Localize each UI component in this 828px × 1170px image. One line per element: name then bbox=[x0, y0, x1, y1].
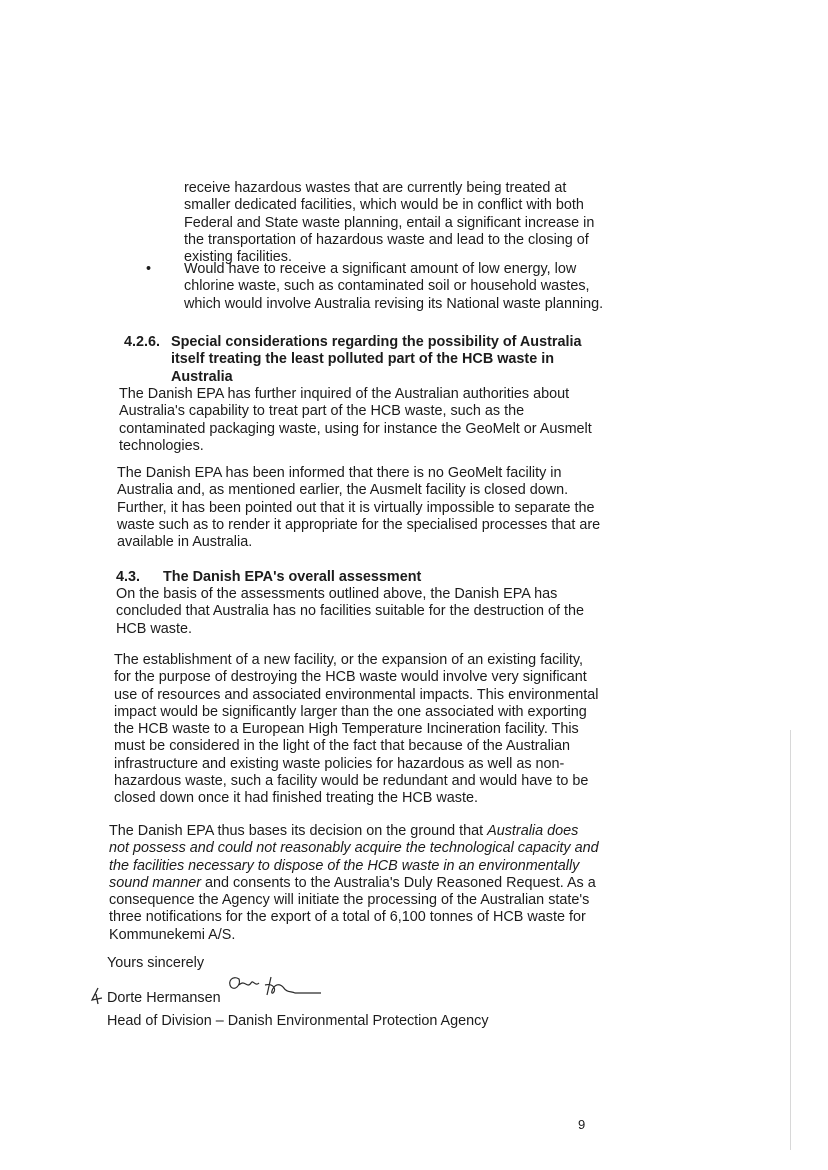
decision-emphasis: Australia does not possess and could not reasonably acquire the technological capacity and the facilities necessary to dispose of the HCB waste in an environmentally sound manner bbox=[109, 823, 599, 891]
paragraph: The Danish EPA has been informed that there is no GeoMelt facility in Australia and, as mentioned earlier, the Ausmelt facility is closed down. Further, it has been pointed out that it is virtually impossible to separate the waste such as to render it appropriate for the specialised processes that are available in Australia. bbox=[117, 465, 601, 551]
section-number: 4.2.6. bbox=[124, 334, 161, 350]
handwritten-signature bbox=[225, 965, 325, 1005]
bullet-text: Would have to receive a significant amount of low energy, low chlorine waste, such as contaminated soil or household wastes, which would involve Australia revising its National waste planning. bbox=[184, 261, 604, 312]
page-number: 9 bbox=[578, 1117, 586, 1132]
signatory-title: Head of Division – Danish Environmental Protection Agency bbox=[107, 1013, 489, 1029]
signatory-name: Dorte Hermansen bbox=[107, 990, 221, 1006]
continuation-text: receive hazardous wastes that are currently being treated at smaller dedicated facilities, which would be in conflict with both Federal and State waste planning, entail a significant increase in the transportation of hazardous waste and lead to the closing of existing facilities. bbox=[184, 180, 595, 266]
bullet-marker: • bbox=[146, 261, 152, 277]
paragraph: The Danish EPA has further inquired of the Australian authorities about Australia's capability to treat part of the HCB waste, such as the contaminated packaging waste, using for instance the GeoMelt or Ausmelt technologies. bbox=[119, 386, 592, 454]
paragraph: The establishment of a new facility, or the expansion of an existing facility, for the purpose of destroying the HCB waste would involve very significant use of resources and associated environmental impacts. This environmental impact would be significantly larger than the one associated with exporting the HCB waste to a European High Temperature Incineration facility. This must be considered in the light of the fact that because of the Australian infrastructure and existing waste policies for hazardous as well as non-hazardous waste, such a facility would be redundant and would have to be closed down once it had finished treating the HCB waste. bbox=[114, 652, 599, 807]
salutation: Yours sincerely bbox=[107, 955, 205, 971]
section-title: The Danish EPA's overall assessment bbox=[163, 569, 422, 585]
scan-edge-line bbox=[790, 730, 791, 1150]
signed-for-mark bbox=[86, 986, 106, 1006]
decision-paragraph: The Danish EPA thus bases its decision on the ground that Australia does not possess and could not reasonably acquire the technological capacity and the facilities necessary to dispose of the HCB waste in an environmentally sound manner and consents to the Australia's Duly Reasoned Request. As a consequence the Agency will initiate the processing of the Australian state's three notifications for the export of a total of 6,100 tonnes of HCB waste for Kommunekemi A/S. bbox=[109, 823, 599, 943]
section-title: Special considerations regarding the possibility of Australia itself treating the least polluted part of the HCB waste in Australia bbox=[171, 334, 582, 385]
section-number: 4.3. bbox=[116, 569, 141, 585]
paragraph: On the basis of the assessments outlined above, the Danish EPA has concluded that Australia has no facilities suitable for the destruction of the HCB waste. bbox=[116, 586, 584, 637]
